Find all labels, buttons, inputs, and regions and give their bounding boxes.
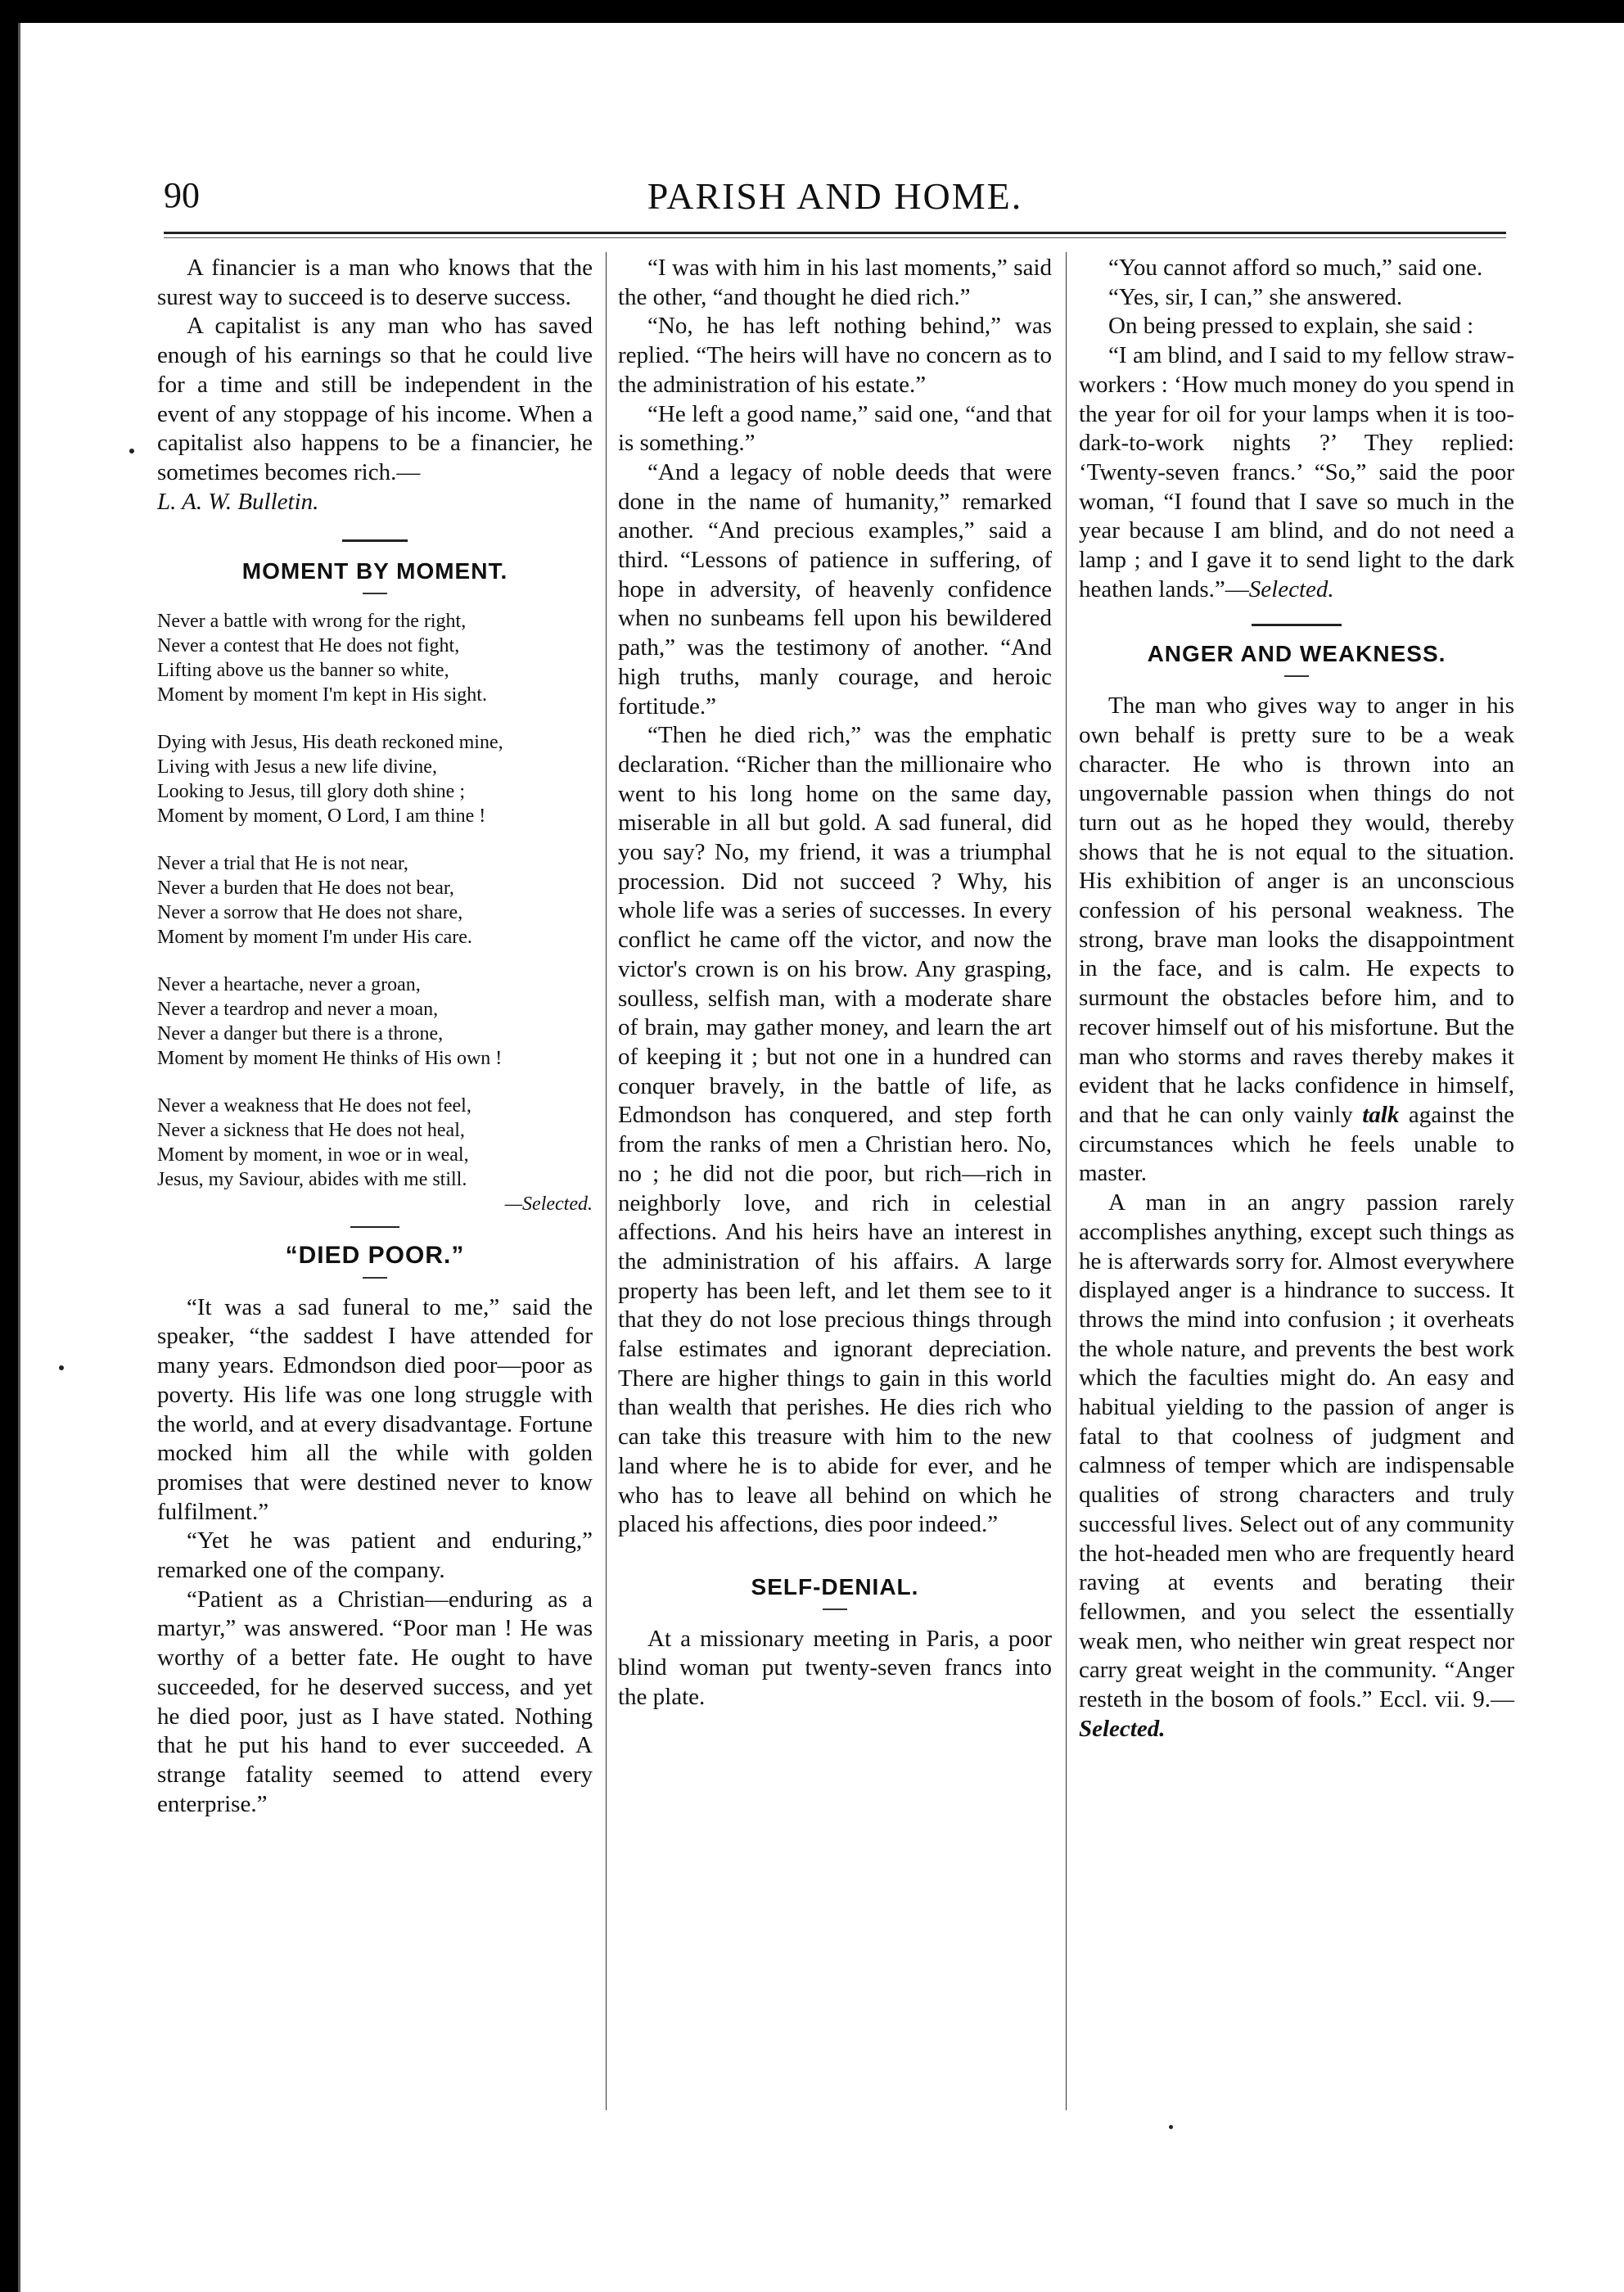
died-poor-heading: “DIED POOR.” [285, 1242, 465, 1270]
section-divider [1252, 624, 1342, 626]
heading-rule [823, 1608, 847, 1610]
bulletin-attribution: L. A. W. Bulletin. [157, 488, 319, 515]
poem-line: Never a trial that He is not near, [157, 853, 408, 875]
poem-line: Moment by moment I'm under His care. [157, 927, 472, 949]
margin-mark [129, 449, 134, 453]
emphasis-talk: talk [1362, 1101, 1400, 1128]
poem-line: Never a weakness that He does not feel, [157, 1095, 471, 1117]
anger-heading: ANGER AND WEAKNESS. [1147, 641, 1446, 667]
poem-line: Never a teardrop and never a moan, [157, 999, 439, 1021]
column-3 [1079, 254, 1514, 1744]
margin-mark [1169, 2125, 1173, 2129]
page [18, 23, 1624, 2292]
paragraph: “And a legacy of noble deeds that were done in the name of humanity,” remarked another. “And precious examples,” said a third. “Lessons of patience in suffering, of hope in adversity, of heavenly confidence when no sunbeams fell upon his bewildered path,” was the testimony of another. “And high truths, manly courage, and heroic fortitude.” [618, 458, 1052, 720]
poem-line: Never a sorrow that He does not share, [157, 902, 463, 924]
page-number: 90 [164, 175, 200, 215]
anger-text: The man who gives way to anger in his own behalf is pretty sure to be a weak character. He who is thrown into an ungovernable passion when things do not turn out as he hoped they would, thereby shows that he is not equal to the situation. His exhibition of anger is an unconscious confession of his personal weakness. The strong, brave man looks the disappointment in the face, and is calm. He expects to surmount the obstacles before him, and to recover himself out of his misfortune. But the man who storms and raves thereby makes it evident that he lacks confidence in himself, and that he can only vainly [1079, 693, 1514, 1128]
poem-line: Moment by moment, O Lord, I am thine ! [157, 805, 486, 828]
spacer [618, 1540, 1052, 1572]
paragraph [1079, 341, 1514, 604]
page-header [164, 174, 1506, 223]
column-divider [1066, 252, 1067, 2110]
paragraph: “Yes, sir, I can,” she answered. [1108, 283, 1403, 310]
header-rule [164, 232, 1506, 234]
heading-rule [363, 593, 387, 594]
poem-line: Living with Jesus a new life divine, [157, 756, 437, 778]
poem-line: Never a sickness that He does not heal, [157, 1120, 465, 1142]
poem-line: Moment by moment He thinks of His own ! [157, 1048, 503, 1070]
anger-paragraph-2 [1079, 1189, 1514, 1744]
poem-stanza-1 [157, 609, 593, 707]
paragraph: On being pressed to explain, she said : [1108, 313, 1474, 340]
poem-line: Moment by moment, in woe or in weal, [157, 1144, 469, 1166]
margin-mark [59, 1365, 64, 1370]
poem-line: Never a heartache, never a groan, [157, 974, 421, 996]
anger-paragraph-1 [1079, 692, 1514, 1189]
self-denial-heading: SELF-DENIAL. [751, 1573, 919, 1599]
poem-line: Moment by moment I'm kept in His sight. [157, 684, 487, 706]
moment-heading: MOMENT BY MOMENT. [241, 558, 508, 584]
header-rule-thin [164, 237, 1506, 238]
page-edge-line [18, 23, 20, 2292]
financier-paragraph: A financier is a man who knows that the surest way to succeed is to deserve success. [157, 255, 593, 310]
poem-line: Never a danger but there is a throne, [157, 1023, 444, 1045]
paragraph: “He left a good name,” said one, “and that is something.” [618, 400, 1052, 457]
anger-text: against the circumstances which he feels unable to master. [1079, 1101, 1515, 1187]
paragraph: “Then he died rich,” was the emphatic declaration. “Richer than the millionaire who went to his long home on the same day, miserable in all but gold. A sad funeral, did you say? No, my friend, it was a triumphal procession. Did not succeed ? Why, his whole life was a series of successes. In every conflict he came off the victor, and now the victor's crown is on his brow. Any grasping, soulless, selfish man, with a moderate share of brain, may gather money, and learn the art of keeping it ; but not one in a hundred can conquer bravely, in the battle of life, as Edmondson has conquered, and step forth from the ranks of men a Christian hero. No, no ; he did not die poor, but rich—rich in neighborly love, and rich in celestial affections. And his heirs have an interest in the administration of his affairs. A large property has been left, and let them see to it that they do not lose precious things through false estimates and ignorant depreciation. There are higher things to gain in this world than wealth that perishes. He dies rich who can take this treasure with him to the new land where he is to abide for ever, and he who has to leave all behind on which he placed his affections, dies poor indeed.” [618, 722, 1052, 1538]
capitalist-paragraph [157, 312, 593, 517]
column-divider [606, 252, 607, 2110]
section-divider [350, 1226, 399, 1228]
poem-line: Never a contest that He does not fight, [157, 635, 460, 657]
section-divider [342, 539, 408, 542]
column-1 [157, 254, 593, 1819]
poem-stanza-4 [157, 972, 593, 1071]
paragraph: “You cannot afford so much,” said one. [1108, 255, 1483, 281]
poem-stanza-2 [157, 730, 593, 828]
signature: Selected. [1079, 1715, 1166, 1742]
died-paragraph-1: “It was a sad funeral to me,” said the speaker, “the saddest I have attended for many years. Edmondson died poor—poor as poverty. His life was one long struggle with the world, and at every disadvantage. Fortune mocked him all the while with golden promises that were destined never to know fulfilment.” [157, 1293, 593, 1525]
died-paragraph-3: “Patient as a Christian—enduring as a martyr,” was answered. “Poor man ! He was worthy of a better fate. He ought to have succeeded, for he deserved success, and yet he died poor, just as I have stated. Nothing that he put his hand to ever succeeded. A strange fatality seemed to attend every enterprise.” [157, 1586, 593, 1817]
signature: Selected. [1248, 575, 1334, 602]
anger-text: A man in an angry passion rarely accomplishes anything, except such things as he is afterwards sorry for. Almost everywhere displayed anger is a hindrance to success. It throws the mind into confusion ; it overheats the whole nature, and prevents the best work which the faculties might do. An easy and habitual yielding to the passion of anger is fatal to that coolness of judgment and calmness of temper which are indispensable qualities of strong characters and truly successful lives. Select out of any community the hot-headed men who are frequently heard raving at events and berating their fellowmen, and you select the essentially weak men, who neither win great respect nor carry great weight in the community. “Anger resteth in the bosom of fools.” Eccl. vii. 9.— [1079, 1189, 1514, 1713]
blind-woman-text: “I am blind, and I said to my fellow straw-workers : ‘How much money do you spend in the year for oil for your lamps when it is too-dark-to-work nights ?’ They replied: ‘Twenty-seven francs.’ “So,” said the poor woman, “I found that I save so much in the year because I am blind, and do not need a lamp ; and I gave it to send light to the dark heathen lands.”— [1079, 342, 1514, 602]
poem-line: Looking to Jesus, till glory doth shine ; [157, 781, 465, 803]
poem-stanza-3 [157, 851, 593, 950]
poem-line: Dying with Jesus, His death reckoned mine, [157, 732, 503, 754]
running-title: PARISH AND HOME. [647, 175, 1023, 217]
poem-line: Never a battle with wrong for the right, [157, 611, 467, 633]
heading-rule [363, 1277, 387, 1279]
poem-line: Jesus, my Saviour, abides with me still. [157, 1169, 467, 1191]
poem-signature: —Selected. [504, 1193, 593, 1216]
capitalist-text: A capitalist is any man who has saved enough of his earnings so that he could live for a time and still be independent in the event of any stoppage of his income. When a capitalist also happens to be a financier, he sometimes becomes rich.— [157, 313, 593, 485]
column-2 [618, 254, 1052, 1712]
paragraph: “I was with him in his last moments,” said the other, “and thought he died rich.” [618, 255, 1052, 310]
heading-rule [1284, 675, 1309, 677]
poem-stanza-5 [157, 1094, 593, 1216]
self-denial-paragraph: At a missionary meeting in Paris, a poor blind woman put twenty-seven francs into the plate. [618, 1625, 1052, 1711]
died-paragraph-2: “Yet he was patient and enduring,” remarked one of the company. [157, 1527, 593, 1584]
poem-line: Lifting above us the banner so white, [157, 660, 449, 682]
paragraph: “No, he has left nothing behind,” was replied. “The heirs will have no concern as to the administration of his estate.” [618, 313, 1052, 398]
poem-line: Never a burden that He does not bear, [157, 878, 454, 900]
